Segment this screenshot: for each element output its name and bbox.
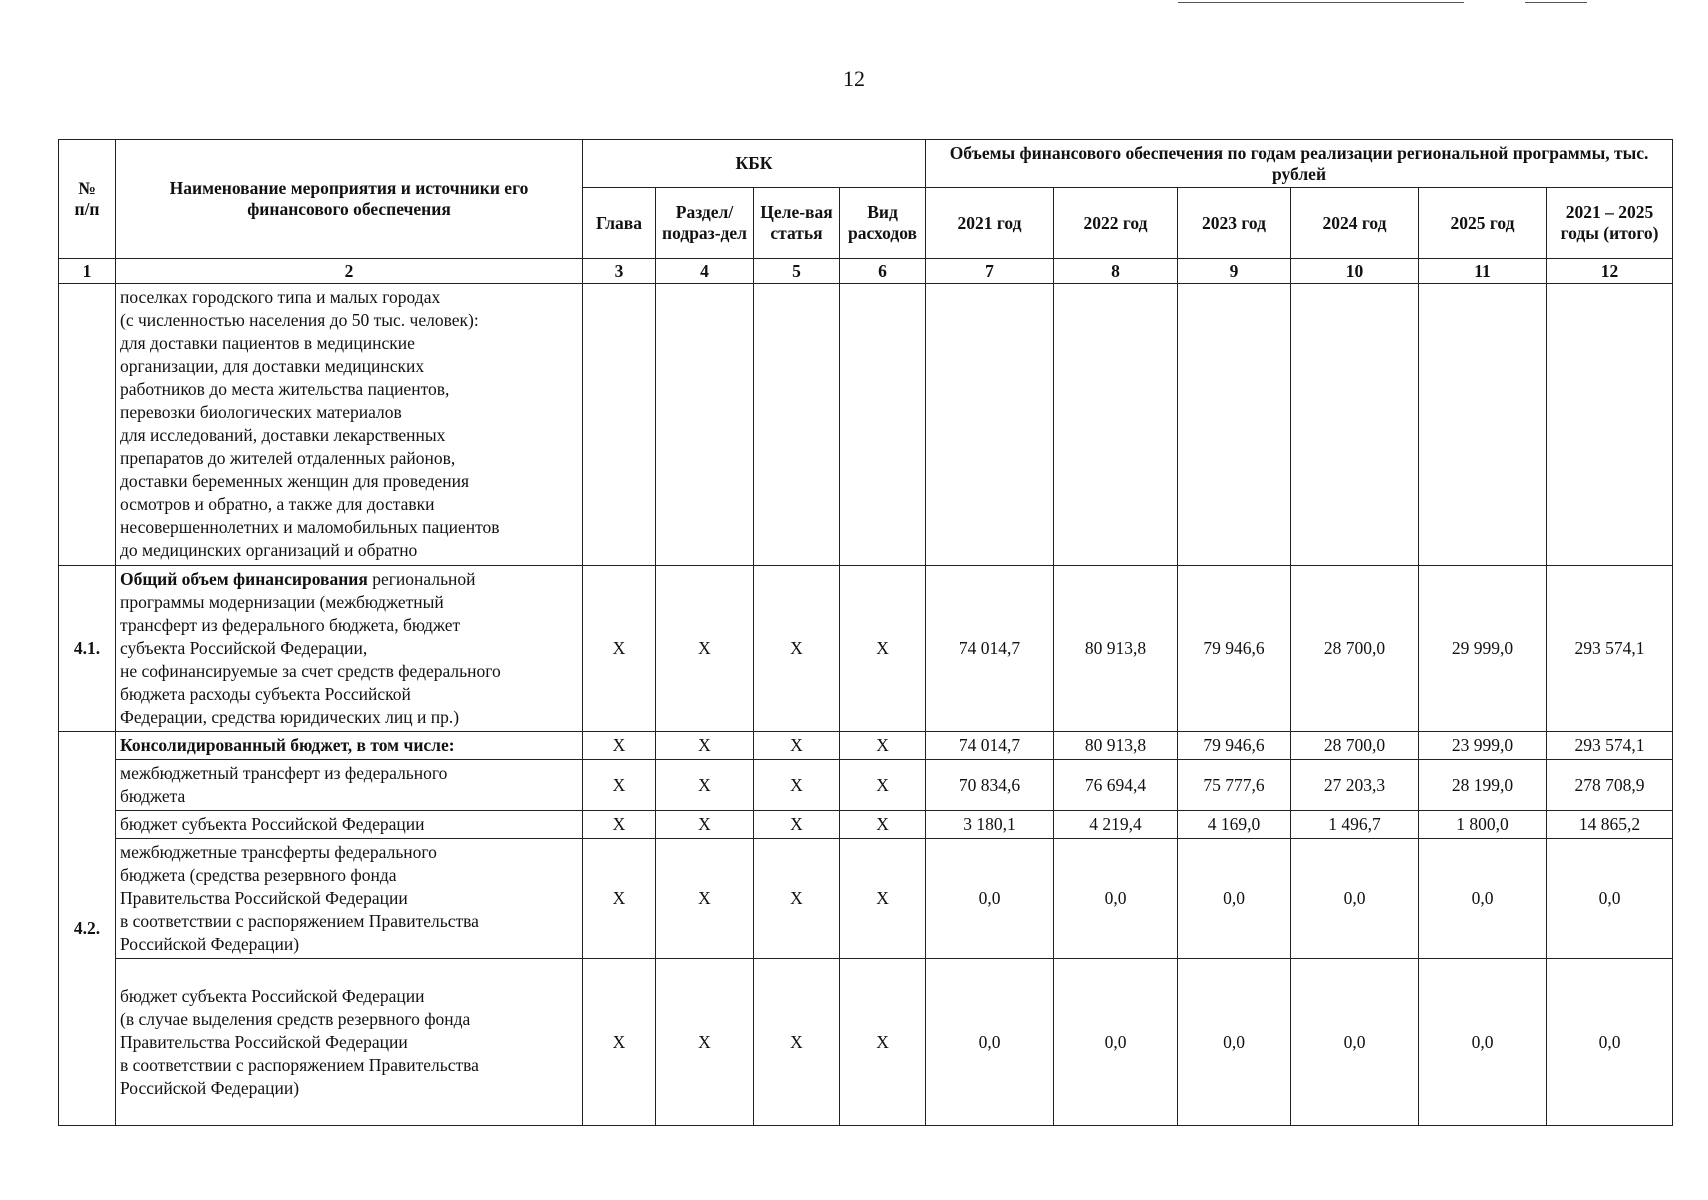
kbk-razdel: X <box>656 760 754 811</box>
header-kbk-glava: Глава <box>583 188 656 259</box>
financing-table <box>58 139 1673 1126</box>
kbk-razdel: X <box>656 566 754 732</box>
row-description: бюджет субъекта Российской Федерации (в случае выделения средств резервного фонда Правительства Российской Федерации в соответствии с распоряжением Правительства Российской Федерации) <box>116 959 583 1126</box>
row-4-2-consolidated <box>59 732 1673 760</box>
empty-cell <box>1419 284 1547 566</box>
kbk-statya: X <box>754 839 840 959</box>
row-4-2-reserve-fund-transfer <box>59 839 1673 959</box>
row-description-bold: Общий объем финансирования <box>120 569 368 589</box>
header-year-2025: 2025 год <box>1419 188 1547 259</box>
value-2025: 0,0 <box>1419 959 1547 1126</box>
header-year-2022: 2022 год <box>1054 188 1178 259</box>
value-total: 0,0 <box>1547 959 1673 1126</box>
kbk-glava: X <box>583 811 656 839</box>
row-description: межбюджетные трансферты федерального бюджета (средства резервного фонда Правительства Российской Федерации в соответствии с распоряжением Правительства Российской Федерации) <box>116 839 583 959</box>
value-2021: 74 014,7 <box>926 566 1054 732</box>
header-volumes: Объемы финансового обеспечения по годам реализации региональной программы, тыс. рублей <box>926 140 1673 188</box>
header-kbk-razdel: Раздел/ подраз-дел <box>656 188 754 259</box>
kbk-glava: X <box>583 732 656 760</box>
row-4-1 <box>59 566 1673 732</box>
kbk-statya: X <box>754 811 840 839</box>
empty-cell <box>1178 284 1291 566</box>
kbk-statya: X <box>754 959 840 1126</box>
kbk-glava: X <box>583 959 656 1126</box>
value-2024: 0,0 <box>1291 839 1419 959</box>
empty-cell <box>656 284 754 566</box>
value-2024: 0,0 <box>1291 959 1419 1126</box>
value-total: 0,0 <box>1547 839 1673 959</box>
empty-cell <box>1291 284 1419 566</box>
value-total: 293 574,1 <box>1547 732 1673 760</box>
row-description: Консолидированный бюджет, в том числе: <box>116 732 583 760</box>
kbk-statya: X <box>754 566 840 732</box>
kbk-vid: X <box>840 732 926 760</box>
value-2022: 4 219,4 <box>1054 811 1178 839</box>
page-number: 12 <box>843 66 865 91</box>
value-total: 293 574,1 <box>1547 566 1673 732</box>
value-total: 14 865,2 <box>1547 811 1673 839</box>
header-year-2024: 2024 год <box>1291 188 1419 259</box>
row-description: бюджет субъекта Российской Федерации <box>116 811 583 839</box>
value-2023: 79 946,6 <box>1178 566 1291 732</box>
value-2022: 0,0 <box>1054 839 1178 959</box>
kbk-glava: X <box>583 566 656 732</box>
kbk-vid: X <box>840 566 926 732</box>
continuation-text: поселках городского типа и малых городах (с численностью населения до 50 тыс. человек): для доставки пациентов в медицинские организации, для доставки медицинских работников до места жительства пациентов, перевозки биологических материалов для исследований, доставки лекарственных препаратов до жителей отдаленных районов, доставки беременных женщин для проведения осмотров и обратно, а также для доставки несовершеннолетних и маломобильных пациентов до медицинских организаций и обратно <box>116 284 583 566</box>
col-number: 6 <box>840 259 926 284</box>
col-number: 1 <box>59 259 116 284</box>
row-4-2-regional-budget <box>59 811 1673 839</box>
value-2021: 0,0 <box>926 959 1054 1126</box>
value-2024: 1 496,7 <box>1291 811 1419 839</box>
kbk-razdel: X <box>656 959 754 1126</box>
value-2023: 0,0 <box>1178 959 1291 1126</box>
row-description <box>116 566 583 732</box>
empty-cell <box>1547 284 1673 566</box>
kbk-vid: X <box>840 839 926 959</box>
header-kbk: КБК <box>583 140 926 188</box>
top-rule-right <box>1525 2 1587 3</box>
kbk-razdel: X <box>656 811 754 839</box>
row-description-rest: региональной программы модернизации (межбюджетный трансферт из федерального бюджета, бюджет субъекта Российской Федерации, не софинансируемые за счет средств федерального бюджета расходы субъекта Российской Федерации, средства юридических лиц и пр.) <box>120 569 501 727</box>
value-2022: 80 913,8 <box>1054 732 1178 760</box>
value-2025: 23 999,0 <box>1419 732 1547 760</box>
header-kbk-statya: Целе-вая статья <box>754 188 840 259</box>
row-4-2-federal-transfer <box>59 760 1673 811</box>
value-2025: 1 800,0 <box>1419 811 1547 839</box>
empty-cell <box>1054 284 1178 566</box>
col-number: 9 <box>1178 259 1291 284</box>
kbk-razdel: X <box>656 732 754 760</box>
value-2021: 3 180,1 <box>926 811 1054 839</box>
empty-cell <box>840 284 926 566</box>
value-2022: 80 913,8 <box>1054 566 1178 732</box>
value-2021: 74 014,7 <box>926 732 1054 760</box>
kbk-glava: X <box>583 839 656 959</box>
kbk-statya: X <box>754 732 840 760</box>
value-2023: 4 169,0 <box>1178 811 1291 839</box>
value-2025: 0,0 <box>1419 839 1547 959</box>
empty-cell <box>926 284 1054 566</box>
header-total: 2021 – 2025 годы (итого) <box>1547 188 1673 259</box>
value-2023: 0,0 <box>1178 839 1291 959</box>
row-index: 4.2. <box>59 732 116 1126</box>
value-2022: 76 694,4 <box>1054 760 1178 811</box>
col-number: 5 <box>754 259 840 284</box>
col-number: 2 <box>116 259 583 284</box>
header-year-2023: 2023 год <box>1178 188 1291 259</box>
value-2021: 0,0 <box>926 839 1054 959</box>
row-index: 4.1. <box>59 566 116 732</box>
kbk-vid: X <box>840 760 926 811</box>
col-number: 11 <box>1419 259 1547 284</box>
header-kbk-vid: Вид расходов <box>840 188 926 259</box>
value-2024: 28 700,0 <box>1291 566 1419 732</box>
header-num: № п/п <box>59 140 116 259</box>
value-2024: 27 203,3 <box>1291 760 1419 811</box>
column-numbers-row <box>59 259 1673 284</box>
continuation-row <box>59 284 1673 566</box>
continuation-idx <box>59 284 116 566</box>
header-year-2021: 2021 год <box>926 188 1054 259</box>
value-2021: 70 834,6 <box>926 760 1054 811</box>
value-total: 278 708,9 <box>1547 760 1673 811</box>
empty-cell <box>583 284 656 566</box>
value-2025: 28 199,0 <box>1419 760 1547 811</box>
empty-cell <box>754 284 840 566</box>
top-rule-left <box>1178 2 1464 3</box>
value-2025: 29 999,0 <box>1419 566 1547 732</box>
kbk-glava: X <box>583 760 656 811</box>
row-4-2-regional-reserve <box>59 959 1673 1126</box>
value-2023: 75 777,6 <box>1178 760 1291 811</box>
header-name: Наименование мероприятия и источники его финансового обеспечения <box>116 140 583 259</box>
kbk-vid: X <box>840 811 926 839</box>
col-number: 12 <box>1547 259 1673 284</box>
row-description: межбюджетный трансферт из федерального бюджета <box>116 760 583 811</box>
kbk-vid: X <box>840 959 926 1126</box>
col-number: 3 <box>583 259 656 284</box>
kbk-razdel: X <box>656 839 754 959</box>
value-2024: 28 700,0 <box>1291 732 1419 760</box>
col-number: 8 <box>1054 259 1178 284</box>
col-number: 7 <box>926 259 1054 284</box>
col-number: 4 <box>656 259 754 284</box>
value-2022: 0,0 <box>1054 959 1178 1126</box>
col-number: 10 <box>1291 259 1419 284</box>
value-2023: 79 946,6 <box>1178 732 1291 760</box>
kbk-statya: X <box>754 760 840 811</box>
